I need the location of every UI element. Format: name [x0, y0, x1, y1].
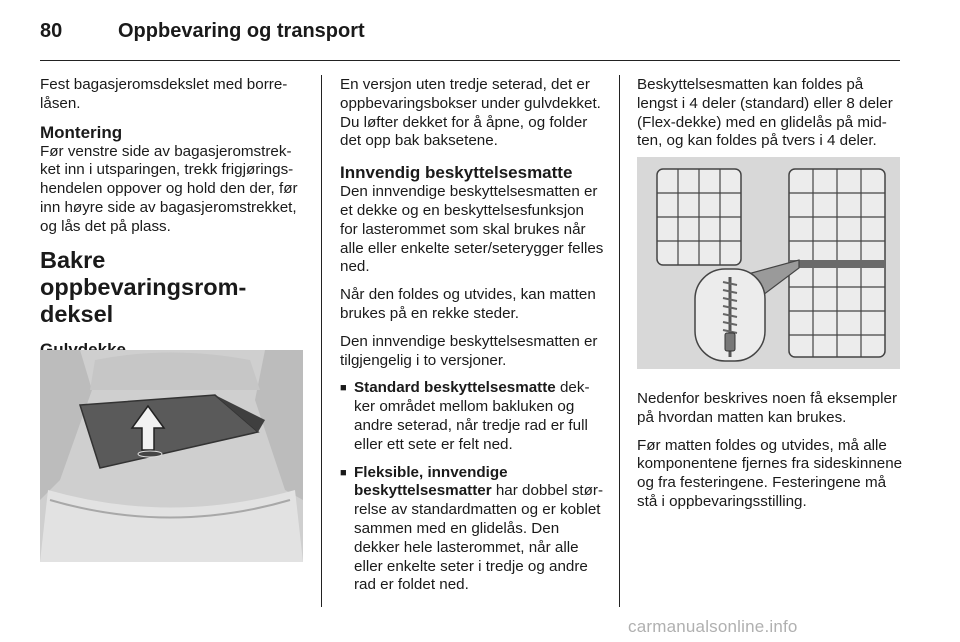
column-3 [637, 76, 905, 160]
column-divider-2 [619, 75, 620, 607]
version-list [340, 379, 605, 595]
standard-mat [657, 169, 741, 265]
protective-mat-heading: Innvendig beskyttelsesmatte [340, 163, 573, 183]
page-number: 80 [40, 20, 63, 42]
mat-versions: Den innvendige beskyttelsesmatten er tilgjengelig i to versjoner. [340, 332, 598, 369]
version-paragraph: En versjon uten tredje seterad, det er oppbevaringsbokser under gulvdekket. Du løfter dekket for å åpne, og folder det opp bak baksetene. [340, 76, 601, 150]
mat-folding-illustration [637, 157, 900, 369]
bullet-square-icon: ■ [340, 466, 347, 479]
list-item-text: har dobbel størrelse av standardmatten og er koblet sammen med en glidelås. Den dekker hele lasterommet, når alle eller enkelte seter i tredje og andre rad er foldet ned. [354, 482, 604, 594]
mat-description: Den innvendige beskyttelsesmatten er et dekke og en beskyttelsesfunksjon for lasterommet som skal brukes når alle eller enkelte seter/seterygger felles ned. [340, 183, 604, 276]
list-item [340, 379, 605, 454]
preparation-paragraph: Før matten foldes og utvides, må alle komponentene fjernes fra sideskinnene og fra festeringene. Festeringene må stå i oppbevaringsstilling. [637, 436, 903, 510]
flex-mat [789, 169, 885, 357]
intro-paragraph: Fest bagasjeromsdekslet med borrelåsen. [40, 76, 288, 112]
montering-paragraph: Før venstre side av bagasjeromstrekket inn i utsparingen, trekk frigjøringshendelen oppover og hold den der, før inn høyre side av bagasjeromstrekket, og lås det på plass. [40, 142, 298, 235]
column-divider-1 [321, 75, 322, 607]
page-title: Oppbevaring og transport [118, 20, 365, 42]
section-heading: Bakre oppbevaringsromdeksel [40, 246, 247, 327]
montering-heading: Montering [40, 122, 123, 142]
header-rule [40, 60, 900, 61]
watermark: carmanualsonline.info [628, 617, 798, 636]
column-1 [40, 76, 305, 370]
cargo-floor-figure [40, 350, 303, 562]
column-3-lower [637, 390, 905, 521]
mat-folding-figure [637, 157, 900, 369]
column-2 [340, 76, 605, 604]
bullet-square-icon: ■ [340, 382, 347, 395]
cargo-floor-illustration [40, 350, 303, 562]
list-item-bold: Standard beskyttelsesmatte [354, 379, 556, 397]
list-item-bold: Fleksible, innvendige beskyttelsesmatter [354, 463, 508, 500]
list-item [340, 464, 605, 596]
mat-usage: Når den foldes og utvides, kan matten brukes på en rekke steder. [340, 286, 596, 322]
folding-paragraph: Beskyttelsesmatten kan foldes på lengst i 4 deler (standard) eller 8 deler (Flex-dekke) med en glidelås på midten, og kan foldes på tvers i 4 deler. [637, 76, 893, 150]
page-header [40, 20, 900, 50]
list-item-text: dekker området mellom bakluken og andre seterad, når tredje rad er full eller ett sete er felt ned. [354, 379, 590, 453]
examples-paragraph: Nedenfor beskrives noen få eksempler på hvordan matten kan brukes. [637, 390, 898, 426]
